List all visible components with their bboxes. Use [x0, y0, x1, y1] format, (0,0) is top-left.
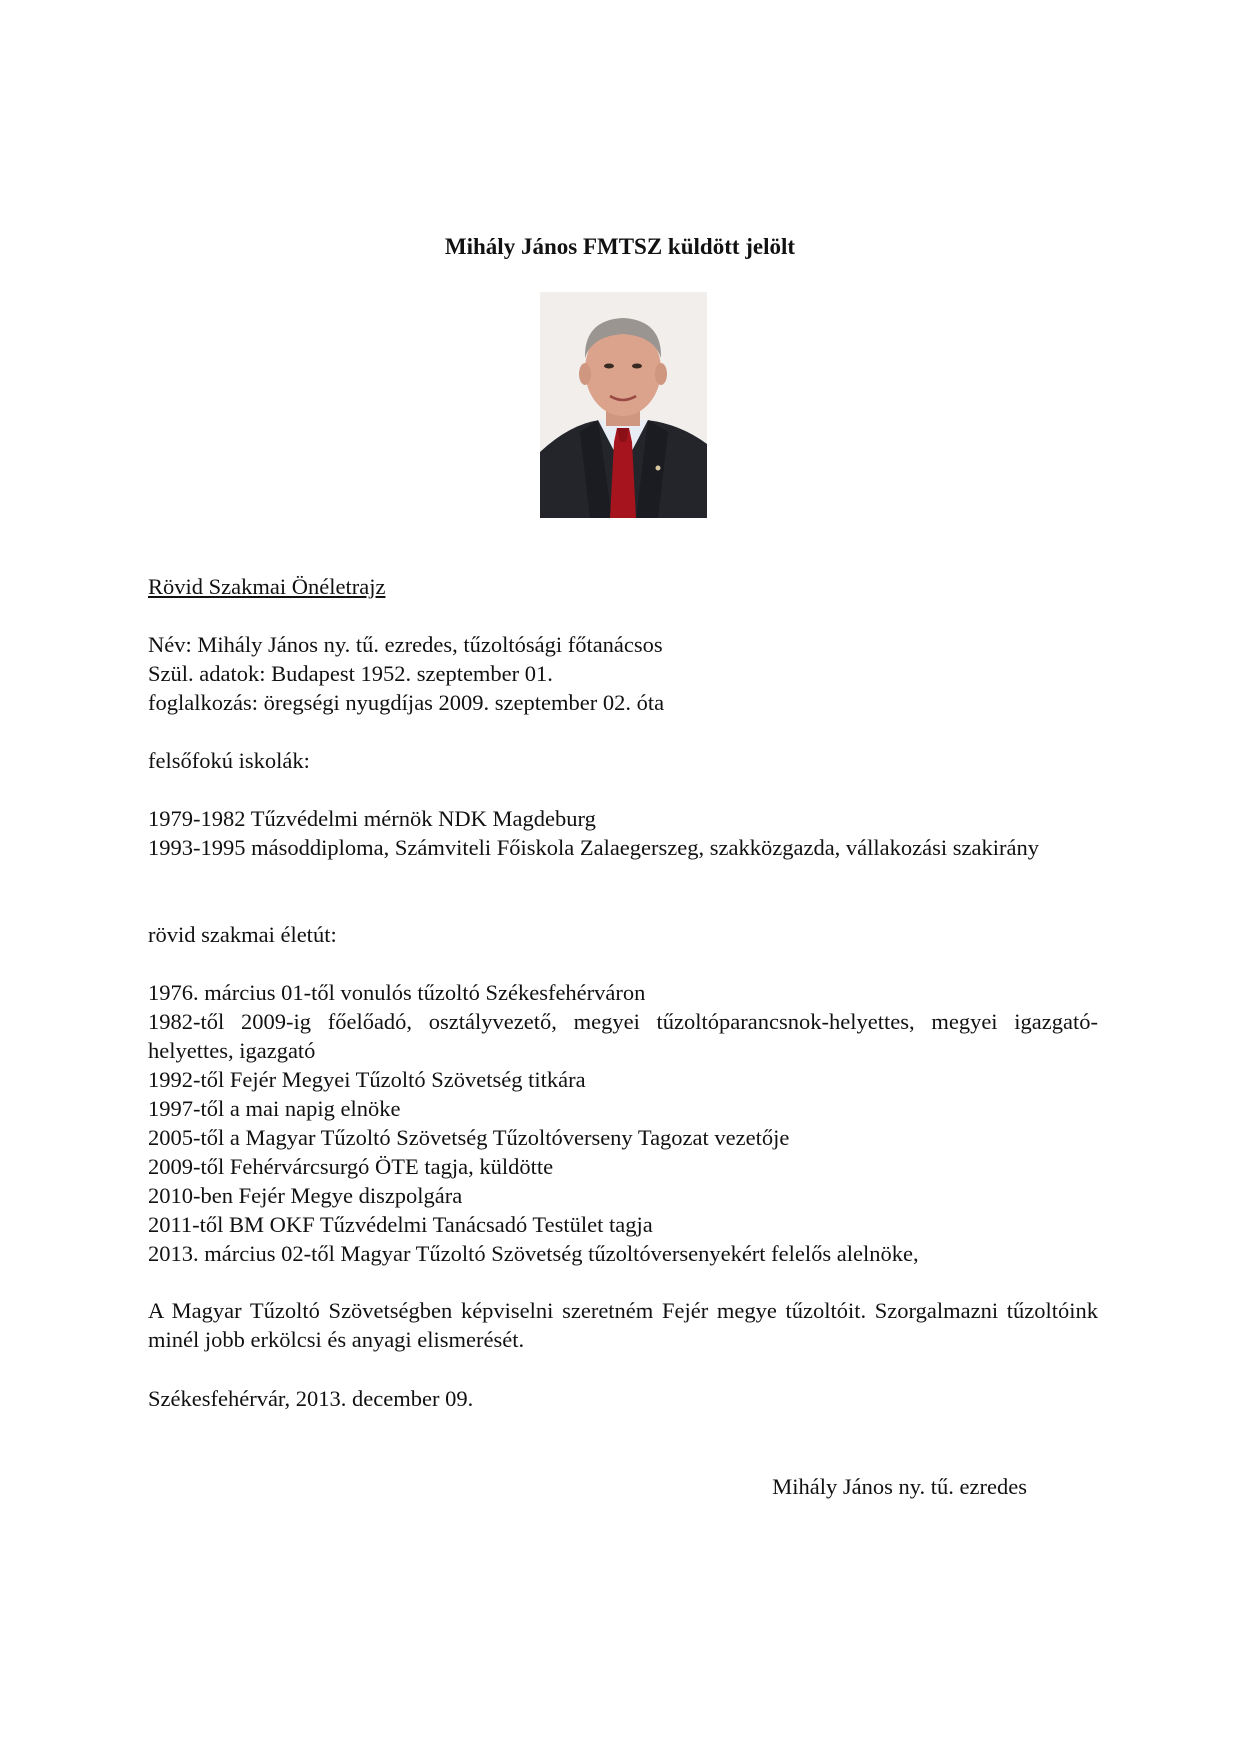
personal-name: Név: Mihály János ny. tű. ezredes, tűzoltósági főtanácsos	[148, 632, 663, 657]
resume-section-heading	[148, 572, 1098, 601]
section-heading: Rövid Szakmai Önéletrajz	[148, 574, 386, 599]
career-heading: rövid szakmai életút:	[148, 922, 337, 947]
education-list	[148, 804, 1098, 862]
career-item: 2009-től Fehérvárcsurgó ÖTE tagja, küldötte	[148, 1154, 554, 1179]
signature-line: Mihály János ny. tű. ezredes	[772, 1474, 1027, 1499]
career-item: 1997-től a mai napig elnöke	[148, 1096, 401, 1121]
personal-details	[148, 630, 1098, 717]
career-item: 1976. március 01-től vonulós tűzoltó Székesfehérváron	[148, 980, 646, 1005]
portrait-photo	[540, 292, 707, 518]
career-item: 1982-től 2009-ig főelőadó, osztályvezető, megyei tűzoltóparancsnok-helyettes, megyei igazgató-helyettes, igazgató	[148, 1009, 1098, 1063]
career-item: 2011-től BM OKF Tűzvédelmi Tanácsadó Testület tagja	[148, 1212, 653, 1237]
education-item: 1993-1995 másoddiploma, Számviteli Főiskola Zalaegerszeg, szakközgazda, vállakozási szakirány	[148, 835, 1039, 860]
statement-block	[148, 1296, 1098, 1354]
place-date-block	[148, 1384, 1098, 1413]
education-heading: felsőfokú iskolák:	[148, 748, 310, 773]
personal-occupation: foglalkozás: öregségi nyugdíjas 2009. szeptember 02. óta	[148, 690, 665, 715]
statement-text: A Magyar Tűzoltó Szövetségben képviselni szeretném Fejér megye tűzoltóit. Szorgalmazni tűzoltóink minél jobb erkölcsi és anyagi elismerését.	[148, 1298, 1098, 1352]
document-title: Mihály János FMTSZ küldött jelölt	[444, 234, 796, 259]
career-item: 2013. március 02-től Magyar Tűzoltó Szövetség tűzoltóversenyekért felelős alelnöke,	[148, 1241, 919, 1266]
career-list	[148, 978, 1098, 1268]
personal-birth: Szül. adatok: Budapest 1952. szeptember 01.	[148, 661, 553, 686]
career-item: 1992-től Fejér Megyei Tűzoltó Szövetség titkára	[148, 1067, 586, 1092]
career-heading-block	[148, 920, 1098, 949]
place-date: Székesfehérvár, 2013. december 09.	[148, 1386, 474, 1411]
education-heading-block	[148, 746, 1098, 775]
education-item: 1979-1982 Tűzvédelmi mérnök NDK Magdeburg	[148, 806, 596, 831]
career-item: 2005-től a Magyar Tűzoltó Szövetség Tűzoltóverseny Tagozat vezetője	[148, 1125, 790, 1150]
career-item: 2010-ben Fejér Megye diszpolgára	[148, 1183, 463, 1208]
